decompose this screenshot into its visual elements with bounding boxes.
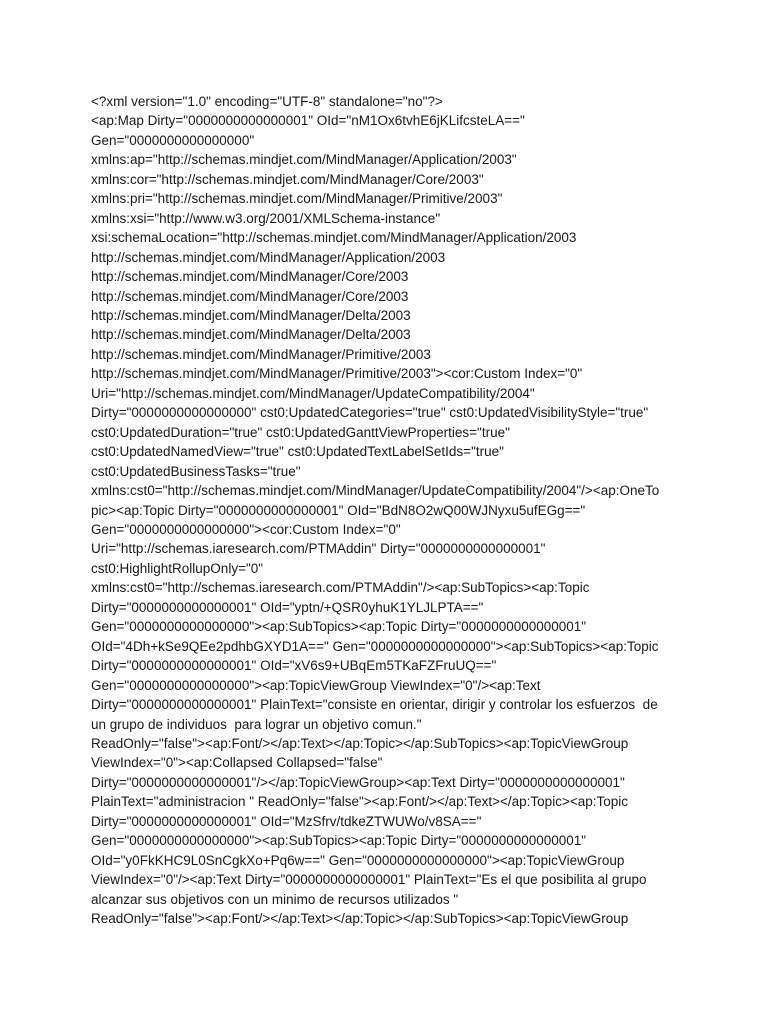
text-line: Uri="http://schemas.mindjet.com/MindManager/UpdateCompatibility/2004" xyxy=(91,385,535,401)
text-line: ReadOnly="false"><ap:Font/></ap:Text></ap:Topic></ap:SubTopics><ap:TopicViewGroup xyxy=(91,911,629,927)
text-line: <?xml version="1.0" encoding="UTF-8" standalone="no"?> xyxy=(91,94,443,109)
text-line: PlainText="administracion " ReadOnly="false"><ap:Font/></ap:Text></ap:Topic><ap:Topic xyxy=(91,794,628,810)
text-line: alcanzar sus objetivos con un minimo de recursos utilizados " xyxy=(91,891,459,907)
text-line: Dirty="0000000000000001"/></ap:TopicViewGroup><ap:Text Dirty="0000000000000001" xyxy=(91,774,625,790)
text-line: http://schemas.mindjet.com/MindManager/Core/2003 xyxy=(91,288,409,304)
text-line: xmlns:pri="http://schemas.mindjet.com/MindManager/Primitive/2003" xyxy=(91,191,503,207)
text-line: Gen="0000000000000000"><cor:Custom Index="0" xyxy=(91,521,401,537)
text-line: un grupo de individuos para lograr un objetivo comun." xyxy=(91,716,422,732)
text-line: cst0:UpdatedDuration="true" cst0:UpdatedGanttViewProperties="true" xyxy=(91,424,510,440)
text-line: Dirty="0000000000000000" cst0:UpdatedCategories="true" cst0:UpdatedVisibilityStyle="true" xyxy=(91,405,649,421)
text-line: Dirty="0000000000000001" OId="xV6s9+UBqEm5TKaFZFruUQ==" xyxy=(91,658,497,674)
text-line: Dirty="0000000000000001" OId="yptn/+QSR0yhuK1YLJLPTA==" xyxy=(91,599,484,615)
text-line: http://schemas.mindjet.com/MindManager/Primitive/2003"><cor:Custom Index="0" xyxy=(91,366,583,382)
text-line: Gen="0000000000000000"><ap:SubTopics><ap:Topic Dirty="0000000000000001" xyxy=(91,833,587,849)
text-line: http://schemas.mindjet.com/MindManager/Primitive/2003 xyxy=(91,346,431,362)
text-line: xmlns:cst0="http://schemas.mindjet.com/MindManager/UpdateCompatibility/2004"/><ap:OneTo xyxy=(91,483,660,499)
text-line: ReadOnly="false"><ap:Font/></ap:Text></ap:Topic></ap:SubTopics><ap:TopicViewGroup xyxy=(91,735,629,751)
text-line: ViewIndex="0"/><ap:Text Dirty="0000000000000001" PlainText="Es el que posibilita al grupo xyxy=(91,872,647,888)
text-line: cst0:UpdatedBusinessTasks="true" xyxy=(91,463,301,479)
text-line: Uri="http://schemas.iaresearch.com/PTMAddin" Dirty="0000000000000001" xyxy=(91,541,546,557)
text-line: Gen="0000000000000000"><ap:TopicViewGroup ViewIndex="0"/><ap:Text xyxy=(91,677,541,693)
text-line: Dirty="0000000000000001" OId="MzSfrv/tdkeZTWUWo/v8SA==" xyxy=(91,813,482,829)
text-line: http://schemas.mindjet.com/MindManager/Delta/2003 xyxy=(91,327,411,343)
text-line: OId="4Dh+kSe9QEe2pdhbGXYD1A==" Gen="0000000000000000"><ap:SubTopics><ap:Topic xyxy=(91,638,659,654)
xml-text-block xyxy=(91,92,691,928)
text-line: xmlns:ap="http://schemas.mindjet.com/MindManager/Application/2003" xyxy=(91,152,517,168)
text-line: xmlns:xsi="http://www.w3.org/2001/XMLSchema-instance" xyxy=(91,210,441,226)
text-line: Gen="0000000000000000" xyxy=(91,132,255,148)
text-line: http://schemas.mindjet.com/MindManager/Application/2003 xyxy=(91,249,446,265)
text-line: ViewIndex="0"><ap:Collapsed Collapsed="false" xyxy=(91,755,383,771)
text-line: Gen="0000000000000000"><ap:SubTopics><ap:Topic Dirty="0000000000000001" xyxy=(91,619,587,635)
text-line: cst0:HighlightRollupOnly="0" xyxy=(91,560,264,576)
text-line: xmlns:cor="http://schemas.mindjet.com/MindManager/Core/2003" xyxy=(91,171,484,187)
text-line: xsi:schemaLocation="http://schemas.mindjet.com/MindManager/Application/2003 xyxy=(91,230,577,246)
text-line: Dirty="0000000000000001" PlainText="consiste en orientar, dirigir y controlar los esfuerzos de xyxy=(91,697,658,713)
text-line: OId="y0FkKHC9L0SnCgkXo+Pq6w==" Gen="0000000000000000"><ap:TopicViewGroup xyxy=(91,852,625,868)
text-line: http://schemas.mindjet.com/MindManager/Delta/2003 xyxy=(91,307,411,323)
text-line: <ap:Map Dirty="0000000000000001" OId="nM1Ox6tvhE6jKLifcsteLA==" xyxy=(91,113,525,129)
text-line: http://schemas.mindjet.com/MindManager/Core/2003 xyxy=(91,269,409,285)
text-line: xmlns:cst0="http://schemas.iaresearch.com/PTMAddin"/><ap:SubTopics><ap:Topic xyxy=(91,580,590,596)
text-line: cst0:UpdatedNamedView="true" cst0:UpdatedTextLabelSetIds="true" xyxy=(91,444,504,460)
text-line: pic><ap:Topic Dirty="0000000000000001" OId="BdN8O2wQ00WJNyxu5ufEGg==" xyxy=(91,502,586,518)
